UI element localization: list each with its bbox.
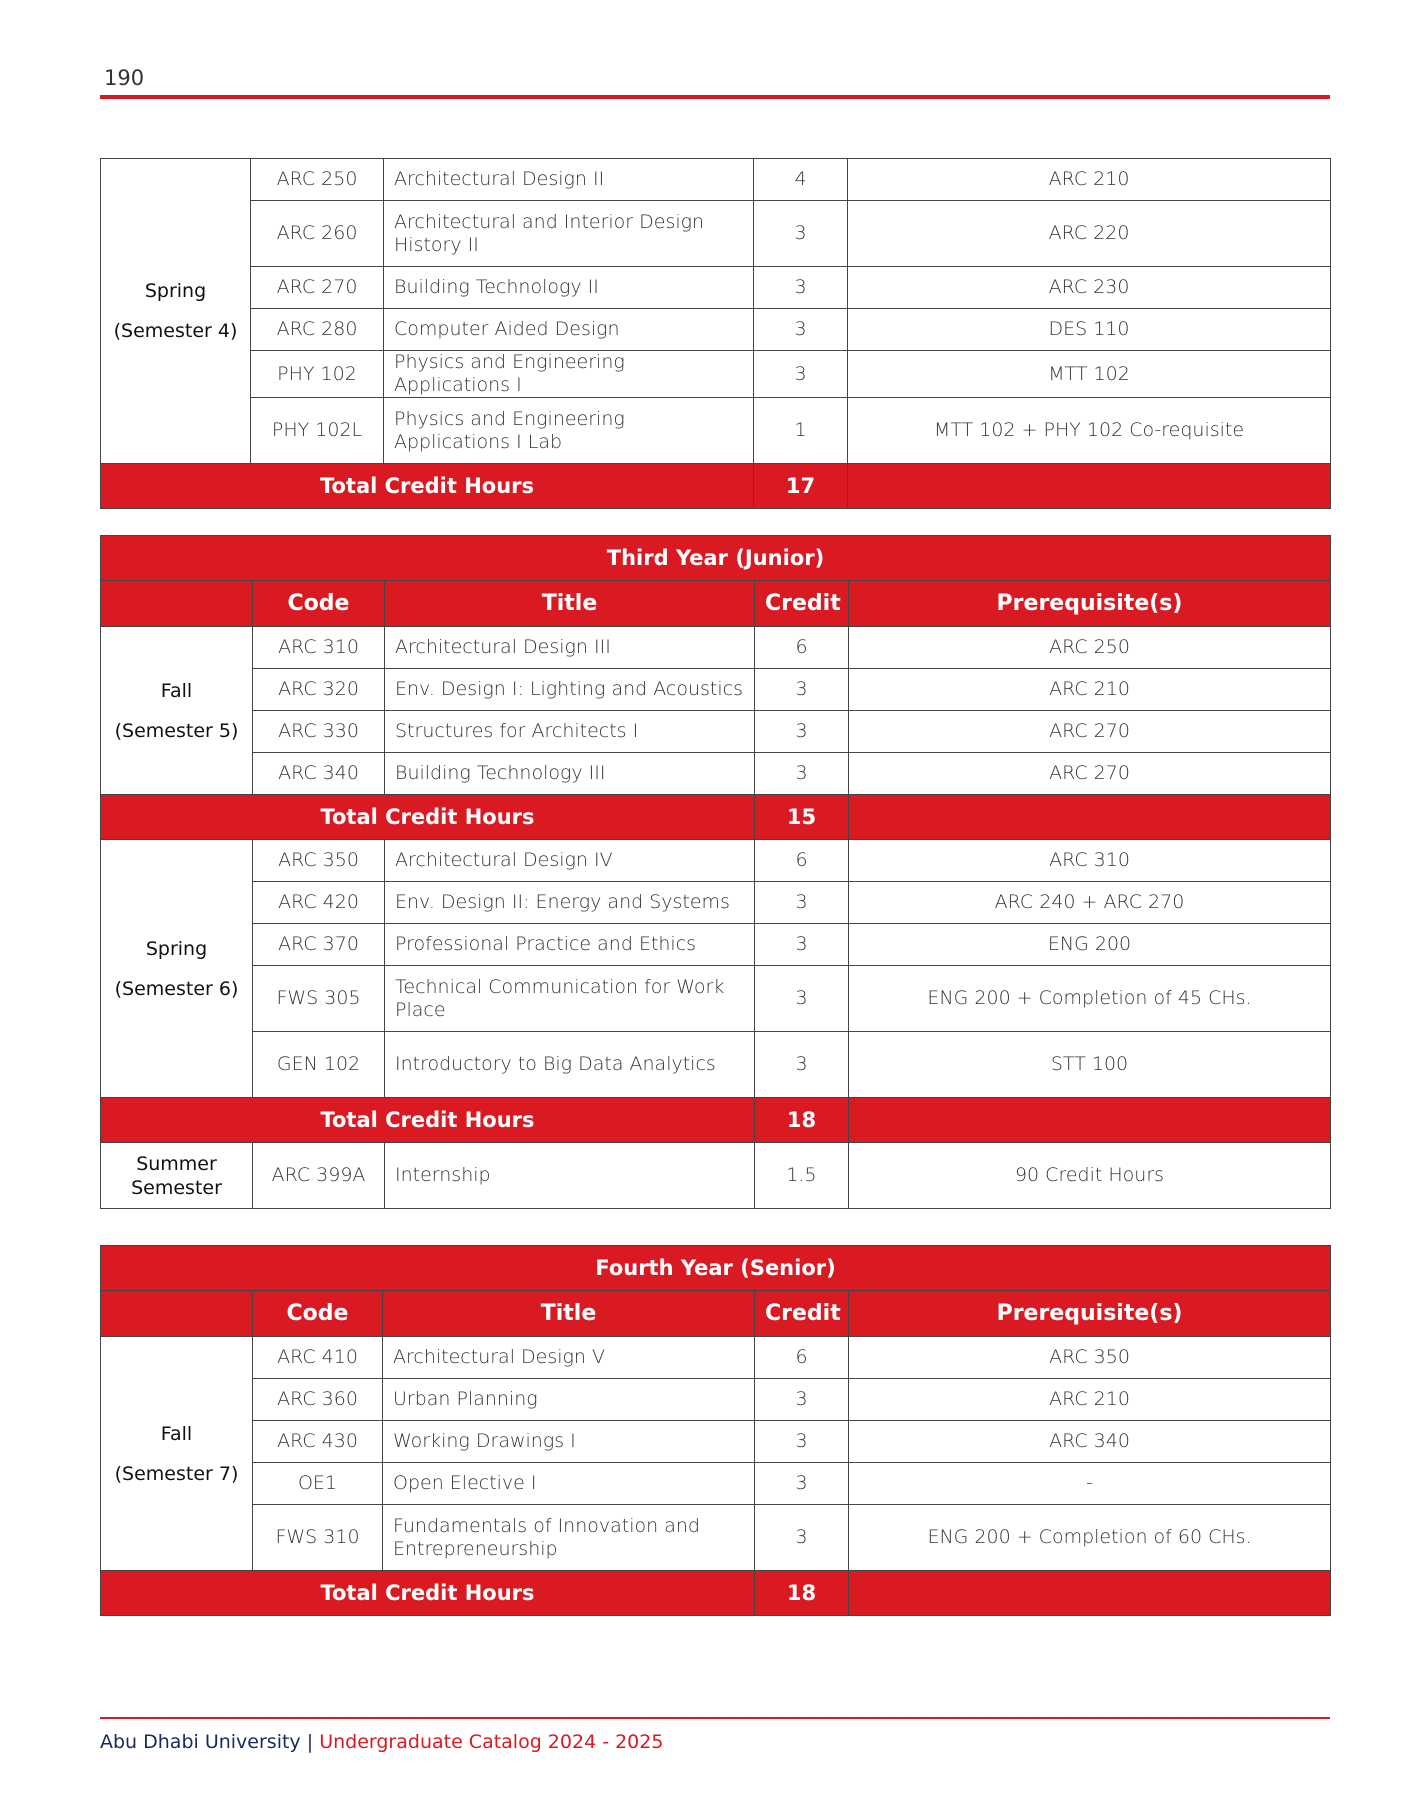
course-title: Architectural Design II (384, 159, 754, 201)
total-value: 17 (754, 464, 848, 509)
column-header-row (101, 581, 1331, 627)
table-row (101, 351, 1331, 398)
total-value: 18 (755, 1571, 849, 1616)
course-title: Urban Planning (383, 1379, 755, 1421)
year-heading: Third Year (Junior) (101, 536, 1331, 581)
course-prereq: ARC 350 (849, 1337, 1331, 1379)
year-heading-row (101, 536, 1331, 581)
course-credit: 4 (754, 159, 848, 201)
course-prereq: ENG 200 (849, 924, 1331, 966)
table-row (101, 1143, 1331, 1209)
semester-number: (Semester 5) (114, 719, 239, 742)
table-row (101, 627, 1331, 669)
course-credit: 3 (754, 267, 848, 309)
course-credit: 3 (755, 966, 849, 1032)
table-row (101, 1505, 1331, 1571)
semester-label (101, 627, 253, 795)
course-code: ARC 410 (253, 1337, 383, 1379)
course-credit: 6 (755, 840, 849, 882)
course-prereq: ARC 240 + ARC 270 (849, 882, 1331, 924)
course-prereq: ARC 220 (848, 201, 1331, 267)
course-code: ARC 330 (253, 711, 385, 753)
course-credit: 3 (754, 309, 848, 351)
footer-rule (100, 1717, 1330, 1719)
course-title: Env. Design II: Energy and Systems (385, 882, 755, 924)
table-row (101, 711, 1331, 753)
course-code: FWS 310 (253, 1505, 383, 1571)
course-title: Physics and Engineering Applications I Lab (384, 398, 754, 464)
course-prereq: 90 Credit Hours (849, 1143, 1331, 1209)
total-row (101, 795, 1331, 840)
total-value: 18 (755, 1098, 849, 1143)
semester-label (101, 1337, 253, 1571)
course-credit: 3 (755, 753, 849, 795)
course-title: Env. Design I: Lighting and Acoustics (385, 669, 755, 711)
course-code: ARC 350 (253, 840, 385, 882)
header-blank (101, 1291, 253, 1337)
total-blank (848, 464, 1331, 509)
header-code: Code (253, 581, 385, 627)
footer-catalog: Undergraduate Catalog 2024 - 2025 (319, 1731, 664, 1753)
semester-label (101, 840, 253, 1098)
year-heading-row (101, 1246, 1331, 1291)
semester-name: Spring (145, 937, 208, 960)
total-blank (849, 1571, 1331, 1616)
course-code: ARC 280 (251, 309, 384, 351)
total-label: Total Credit Hours (101, 1098, 755, 1143)
course-title: Architectural Design IV (385, 840, 755, 882)
course-code: ARC 310 (253, 627, 385, 669)
semester-number: (Semester 6) (114, 977, 239, 1000)
total-blank (849, 795, 1331, 840)
course-code: ARC 420 (253, 882, 385, 924)
course-title: Structures for Architects I (385, 711, 755, 753)
header-prereq: Prerequisite(s) (849, 581, 1331, 627)
table-row (101, 1463, 1331, 1505)
table-row (101, 753, 1331, 795)
course-code: ARC 370 (253, 924, 385, 966)
course-prereq: ARC 270 (849, 711, 1331, 753)
course-title: Building Technology II (384, 267, 754, 309)
course-prereq: ARC 340 (849, 1421, 1331, 1463)
footer-university: Abu Dhabi University (100, 1731, 301, 1753)
course-title: Architectural Design V (383, 1337, 755, 1379)
course-title: Fundamentals of Innovation and Entrepreneurship (383, 1505, 755, 1571)
course-code: GEN 102 (253, 1032, 385, 1098)
course-credit: 3 (754, 351, 848, 398)
total-label: Total Credit Hours (101, 1571, 755, 1616)
course-credit: 3 (755, 882, 849, 924)
course-credit: 3 (755, 1032, 849, 1098)
footer-separator: | (306, 1731, 314, 1753)
semester-name: Fall (160, 679, 193, 702)
course-title: Working Drawings I (383, 1421, 755, 1463)
table-row (101, 1421, 1331, 1463)
table-row (101, 840, 1331, 882)
course-prereq: ARC 210 (849, 669, 1331, 711)
course-prereq: MTT 102 (848, 351, 1331, 398)
course-prereq: ARC 270 (849, 753, 1331, 795)
header-title: Title (385, 581, 755, 627)
header-code: Code (253, 1291, 383, 1337)
total-row (101, 464, 1331, 509)
table-row (101, 267, 1331, 309)
semester-number: (Semester 4) (113, 320, 238, 342)
course-prereq: ARC 210 (849, 1379, 1331, 1421)
course-prereq: STT 100 (849, 1032, 1331, 1098)
page-number: 190 (104, 66, 145, 90)
course-credit: 6 (755, 1337, 849, 1379)
course-code: ARC 430 (253, 1421, 383, 1463)
course-credit: 3 (755, 1379, 849, 1421)
course-code: PHY 102L (251, 398, 384, 464)
course-code: ARC 270 (251, 267, 384, 309)
course-title: Architectural and Interior Design History II (384, 201, 754, 267)
course-credit: 1.5 (755, 1143, 849, 1209)
table-row (101, 1337, 1331, 1379)
table-row (101, 309, 1331, 351)
header-blank (101, 581, 253, 627)
course-prereq: ENG 200 + Completion of 45 CHs. (849, 966, 1331, 1032)
total-label: Total Credit Hours (101, 795, 755, 840)
total-blank (849, 1098, 1331, 1143)
course-code: ARC 340 (253, 753, 385, 795)
course-prereq: ARC 230 (848, 267, 1331, 309)
semester-name: Spring (144, 280, 207, 302)
total-row (101, 1571, 1331, 1616)
fourth-year-table (100, 1245, 1331, 1616)
semester-label: Summer Semester (101, 1143, 253, 1209)
course-title: Architectural Design III (385, 627, 755, 669)
footer (100, 1731, 663, 1753)
table-row (101, 882, 1331, 924)
table-row (101, 201, 1331, 267)
semester-number: (Semester 7) (114, 1462, 239, 1485)
course-title: Internship (385, 1143, 755, 1209)
header-title: Title (383, 1291, 755, 1337)
course-title: Building Technology III (385, 753, 755, 795)
course-code: PHY 102 (251, 351, 384, 398)
course-credit: 3 (755, 669, 849, 711)
header-prereq: Prerequisite(s) (849, 1291, 1331, 1337)
semester-name: Fall (160, 1422, 193, 1445)
course-title: Professional Practice and Ethics (385, 924, 755, 966)
course-code: OE1 (253, 1463, 383, 1505)
course-title: Physics and Engineering Applications I (384, 351, 754, 398)
table-row (101, 924, 1331, 966)
course-code: ARC 260 (251, 201, 384, 267)
table-row (101, 669, 1331, 711)
header-credit: Credit (755, 1291, 849, 1337)
table-row (101, 159, 1331, 201)
course-credit: 3 (755, 1463, 849, 1505)
course-title: Introductory to Big Data Analytics (385, 1032, 755, 1098)
course-credit: 3 (755, 711, 849, 753)
header-rule (100, 95, 1330, 99)
course-prereq: ARC 250 (849, 627, 1331, 669)
course-prereq: MTT 102 + PHY 102 Co-requisite (848, 398, 1331, 464)
course-title: Open Elective I (383, 1463, 755, 1505)
course-prereq: ENG 200 + Completion of 60 CHs. (849, 1505, 1331, 1571)
total-label: Total Credit Hours (101, 464, 754, 509)
table-row (101, 398, 1331, 464)
semester-label (101, 159, 251, 464)
course-credit: 1 (754, 398, 848, 464)
total-value: 15 (755, 795, 849, 840)
year-heading: Fourth Year (Senior) (101, 1246, 1331, 1291)
table-row (101, 1379, 1331, 1421)
course-credit: 3 (755, 1421, 849, 1463)
course-credit: 3 (755, 1505, 849, 1571)
course-prereq: ARC 210 (848, 159, 1331, 201)
course-code: ARC 250 (251, 159, 384, 201)
course-code: FWS 305 (253, 966, 385, 1032)
course-title: Computer Aided Design (384, 309, 754, 351)
third-year-table (100, 535, 1331, 1209)
course-code: ARC 320 (253, 669, 385, 711)
course-prereq: - (849, 1463, 1331, 1505)
course-prereq: ARC 310 (849, 840, 1331, 882)
course-prereq: DES 110 (848, 309, 1331, 351)
table-row (101, 1032, 1331, 1098)
header-credit: Credit (755, 581, 849, 627)
course-title: Technical Communication for Work Place (385, 966, 755, 1032)
course-code: ARC 360 (253, 1379, 383, 1421)
total-row (101, 1098, 1331, 1143)
course-code: ARC 399A (253, 1143, 385, 1209)
course-credit: 3 (754, 201, 848, 267)
course-credit: 3 (755, 924, 849, 966)
table-row (101, 966, 1331, 1032)
course-credit: 6 (755, 627, 849, 669)
column-header-row (101, 1291, 1331, 1337)
spring-semester-4-table (100, 158, 1331, 509)
